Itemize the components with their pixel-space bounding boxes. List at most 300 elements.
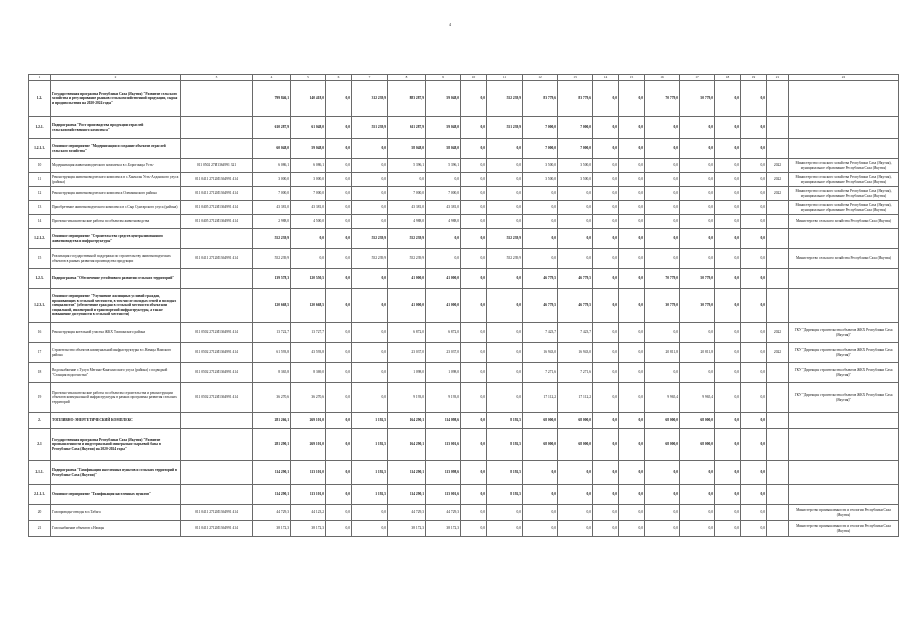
amount-cell: 552 239,9 — [253, 229, 291, 249]
amount-cell: 0,0 — [523, 187, 558, 201]
amount-cell: 68 000,0 — [558, 413, 593, 429]
amount-cell: 30 779,0 — [645, 289, 680, 323]
amount-cell: 68 000,0 — [523, 429, 558, 461]
amount-cell: 0,0 — [523, 215, 558, 229]
amount-cell: 3 000,0 — [291, 173, 326, 187]
row-name: Подпрограмма "Газификация населенных пунктов и сельских территорий в Республике Саха (Якутия)" — [51, 461, 181, 485]
amount-cell: 7 000,0 — [523, 117, 558, 139]
amount-cell: 0,0 — [487, 139, 523, 159]
budget-code — [181, 289, 253, 323]
column-number: 17 — [680, 75, 715, 81]
amount-cell: 114 290,1 — [388, 485, 426, 505]
budget-code: 011 0502 27И1364991 321 — [181, 159, 253, 173]
year-cell — [767, 229, 789, 249]
budget-code — [181, 229, 253, 249]
amount-cell: 0,0 — [619, 505, 645, 521]
amount-cell: 0,0 — [461, 505, 487, 521]
amount-cell: 7 423,7 — [523, 323, 558, 343]
amount-cell: 0,0 — [741, 461, 767, 485]
amount-cell: 0,0 — [741, 173, 767, 187]
row-number: 1.2.3. — [29, 269, 51, 289]
amount-cell: 0,0 — [619, 229, 645, 249]
amount-cell: 0,0 — [715, 249, 741, 269]
amount-cell: 552 239,9 — [388, 229, 426, 249]
amount-cell: 0,0 — [645, 485, 680, 505]
amount-cell: 269 101,0 — [291, 429, 326, 461]
table-row — [29, 505, 899, 521]
amount-cell: 0,0 — [461, 159, 487, 173]
amount-cell: 58 048,0 — [388, 139, 426, 159]
amount-cell: 0,0 — [593, 81, 619, 117]
amount-cell: 0,0 — [680, 139, 715, 159]
year-cell: 2022 — [767, 187, 789, 201]
amount-cell: 4 500,0 — [291, 215, 326, 229]
amount-cell: 0,0 — [523, 521, 558, 537]
amount-cell: 0,0 — [291, 249, 326, 269]
responsible-cell — [789, 461, 899, 485]
amount-cell: 0,0 — [461, 429, 487, 461]
amount-cell: 43 381,0 — [388, 201, 426, 215]
budget-table — [28, 74, 899, 537]
row-number: 20 — [29, 505, 51, 521]
row-name: Государственная программа Республики Саха (Якутия) "Развитие сельского хозяйства и регулирование рынков сельскохозяйственной продукции, сырья и продовольствия на 2020-2024 годы" — [51, 81, 181, 117]
amount-cell: 0,0 — [715, 461, 741, 485]
amount-cell: 0,0 — [326, 249, 352, 269]
amount-cell: 0,0 — [680, 505, 715, 521]
amount-cell: 41 000,0 — [388, 269, 426, 289]
amount-cell: 3 000,0 — [253, 173, 291, 187]
table-row — [29, 117, 899, 139]
table-row — [29, 173, 899, 187]
amount-cell: 0,0 — [619, 269, 645, 289]
column-number: 14 — [593, 75, 619, 81]
amount-cell: 0,0 — [619, 485, 645, 505]
amount-cell: 4 988,0 — [426, 215, 461, 229]
amount-cell: 0,0 — [645, 461, 680, 485]
column-number: 15 — [619, 75, 645, 81]
amount-cell: 0,0 — [619, 159, 645, 173]
amount-cell: 0,0 — [645, 159, 680, 173]
amount-cell: 7 271,6 — [523, 363, 558, 383]
budget-code: 011 0502 2712И1364991 414 — [181, 363, 253, 383]
responsible-cell — [789, 117, 899, 139]
amount-cell: 552 239,9 — [253, 249, 291, 269]
amount-cell: 0,0 — [593, 269, 619, 289]
amount-cell: 0,0 — [326, 117, 352, 139]
budget-code — [181, 269, 253, 289]
amount-cell: 46 779,5 — [558, 269, 593, 289]
row-number: 2.1.1. — [29, 461, 51, 485]
amount-cell: 0,0 — [619, 521, 645, 537]
amount-cell: 0,0 — [523, 201, 558, 215]
budget-code — [181, 461, 253, 485]
amount-cell: 0,0 — [326, 289, 352, 323]
amount-cell: 0,0 — [352, 383, 388, 413]
amount-cell: 38 172,3 — [253, 521, 291, 537]
amount-cell: 0,0 — [741, 505, 767, 521]
column-number: 21 — [767, 75, 789, 81]
amount-cell: 0,0 — [487, 159, 523, 173]
row-name: Государственная программа Республики Саха (Якутия) "Развитие промышленности и индустриальной минерально-сырьевой базы в Республике Саха (Якутия) на 2020-2024 годы" — [51, 429, 181, 461]
row-number: 21 — [29, 521, 51, 537]
column-number: 22 — [789, 75, 899, 81]
amount-cell: 0,0 — [426, 229, 461, 249]
amount-cell: 0,0 — [487, 343, 523, 363]
amount-cell: 3 500,0 — [523, 159, 558, 173]
amount-cell: 0,0 — [619, 383, 645, 413]
amount-cell: 7 423,7 — [558, 323, 593, 343]
amount-cell: 0,0 — [461, 139, 487, 159]
row-name: Реконструкция животноводческого комплекса Олекминского района — [51, 187, 181, 201]
amount-cell: 0,0 — [487, 521, 523, 537]
table-row — [29, 521, 899, 537]
amount-cell: 0,0 — [461, 461, 487, 485]
amount-cell: 0,0 — [715, 229, 741, 249]
amount-cell: 164 290,1 — [388, 429, 426, 461]
amount-cell: 0,0 — [741, 429, 767, 461]
amount-cell: 17 112,2 — [523, 383, 558, 413]
amount-cell: 0,0 — [461, 363, 487, 383]
amount-cell: 0,0 — [523, 249, 558, 269]
amount-cell: 113 001,6 — [426, 485, 461, 505]
column-number: 18 — [715, 75, 741, 81]
amount-cell: 0,0 — [680, 323, 715, 343]
amount-cell: 0,0 — [715, 117, 741, 139]
amount-cell: 20 811,8 — [645, 343, 680, 363]
amount-cell: 8 192,5 — [487, 413, 523, 429]
amount-cell: 0,0 — [619, 187, 645, 201]
amount-cell: 20 811,8 — [680, 343, 715, 363]
amount-cell: 0,0 — [558, 249, 593, 269]
column-number: 6 — [326, 75, 352, 81]
amount-cell: 0,0 — [352, 201, 388, 215]
budget-code: 011 0411 2712И1364991 414 — [181, 173, 253, 187]
amount-cell: 0,0 — [680, 187, 715, 201]
amount-cell: 0,0 — [326, 201, 352, 215]
amount-cell: 0,0 — [558, 215, 593, 229]
amount-cell: 0,0 — [326, 521, 352, 537]
amount-cell: 0,0 — [326, 187, 352, 201]
amount-cell: 0,0 — [619, 81, 645, 117]
row-name: Реконструкция котельной участка ЖКХ Томпонского района — [51, 323, 181, 343]
row-number: 17 — [29, 343, 51, 363]
amount-cell: 0,0 — [326, 505, 352, 521]
amount-cell: 7 000,0 — [558, 117, 593, 139]
amount-cell: 799 846,1 — [253, 81, 291, 117]
amount-cell: 0,0 — [352, 173, 388, 187]
amount-cell: 0,0 — [461, 521, 487, 537]
amount-cell: 0,0 — [645, 229, 680, 249]
amount-cell: 113 101,0 — [291, 485, 326, 505]
row-name: Приобретение животноводческого комплекса в с.Сыр Сунтарского улуса (района) — [51, 201, 181, 215]
row-name: Модернизация животноводческого комплекса в с.Борогонцы Усть- — [51, 159, 181, 173]
amount-cell: 0,0 — [645, 249, 680, 269]
table-row — [29, 363, 899, 383]
amount-cell: 0,0 — [461, 201, 487, 215]
row-name: Газопроводы-отводы в п.Табага — [51, 505, 181, 521]
table-row — [29, 289, 899, 323]
amount-cell: 139 578,3 — [253, 269, 291, 289]
amount-cell: 38 172,3 — [426, 521, 461, 537]
amount-cell: 50 779,0 — [680, 269, 715, 289]
amount-cell: 0,0 — [593, 383, 619, 413]
amount-cell: 0,0 — [741, 383, 767, 413]
amount-cell: 70 779,0 — [645, 81, 680, 117]
amount-cell: 281 290,1 — [253, 429, 291, 461]
amount-cell: 0,0 — [715, 521, 741, 537]
amount-cell: 16 943,0 — [558, 343, 593, 363]
amount-cell: 0,0 — [558, 521, 593, 537]
budget-code: 011 0411 2712И1364991 414 — [181, 249, 253, 269]
row-name: Подпрограмма "Рост производства продукции отраслей сельскохозяйственного комплекса" — [51, 117, 181, 139]
amount-cell: 0,0 — [741, 229, 767, 249]
amount-cell: 68 000,0 — [645, 429, 680, 461]
amount-cell: 0,0 — [645, 139, 680, 159]
budget-code — [181, 117, 253, 139]
amount-cell: 0,0 — [619, 249, 645, 269]
amount-cell: 0,0 — [352, 269, 388, 289]
table-row — [29, 269, 899, 289]
amount-cell: 0,0 — [326, 413, 352, 429]
amount-cell: 0,0 — [619, 363, 645, 383]
amount-cell: 0,0 — [593, 289, 619, 323]
amount-cell: 43 593,8 — [291, 343, 326, 363]
amount-cell: 7 000,0 — [253, 187, 291, 201]
amount-cell: 9 965,4 — [680, 383, 715, 413]
amount-cell: 0,0 — [388, 173, 426, 187]
year-cell — [767, 81, 789, 117]
page-number: 4 — [449, 22, 451, 27]
year-cell — [767, 461, 789, 485]
amount-cell: 0,0 — [352, 363, 388, 383]
amount-cell: 552 239,9 — [487, 249, 523, 269]
amount-cell: 0,0 — [715, 187, 741, 201]
amount-cell: 551 239,9 — [487, 117, 523, 139]
responsible-cell: ГКУ "Дирекция строительства объектов ЖКХ Республики Саха (Якутия)" — [789, 383, 899, 413]
amount-cell: 0,0 — [461, 289, 487, 323]
budget-code — [181, 485, 253, 505]
row-number: 15 — [29, 249, 51, 269]
amount-cell: 8 192,5 — [487, 485, 523, 505]
amount-cell: 0,0 — [426, 173, 461, 187]
row-number: 2. — [29, 413, 51, 429]
amount-cell: 6 872,0 — [426, 323, 461, 343]
amount-cell: 0,0 — [558, 229, 593, 249]
amount-cell: 0,0 — [461, 215, 487, 229]
amount-cell: 44 729,3 — [253, 505, 291, 521]
amount-cell: 7 271,6 — [558, 363, 593, 383]
amount-cell: 0,0 — [645, 117, 680, 139]
column-number: 7 — [352, 75, 388, 81]
amount-cell: 0,0 — [593, 117, 619, 139]
amount-cell: 0,0 — [487, 173, 523, 187]
amount-cell: 0,0 — [523, 461, 558, 485]
responsible-cell — [789, 81, 899, 117]
table-row — [29, 485, 899, 505]
budget-code: 011 0411 2712И1364991 414 — [181, 521, 253, 537]
amount-cell: 0,0 — [487, 323, 523, 343]
amount-cell: 0,0 — [680, 485, 715, 505]
amount-cell: 60 048,0 — [253, 139, 291, 159]
responsible-cell — [789, 229, 899, 249]
amount-cell: 7 000,0 — [291, 187, 326, 201]
amount-cell: 68 000,0 — [645, 413, 680, 429]
responsible-cell: Министерство сельского хозяйства Республики Саха (Якутия) — [789, 215, 899, 229]
amount-cell: 7 000,0 — [558, 139, 593, 159]
amount-cell: 0,0 — [619, 139, 645, 159]
table-row — [29, 323, 899, 343]
amount-cell: 0,0 — [326, 363, 352, 383]
amount-cell: 0,0 — [619, 429, 645, 461]
column-number: 2 — [51, 75, 181, 81]
table-row — [29, 343, 899, 363]
amount-cell: 0,0 — [352, 521, 388, 537]
amount-cell: 0,0 — [715, 81, 741, 117]
amount-cell: 0,0 — [326, 383, 352, 413]
amount-cell: 0,0 — [741, 187, 767, 201]
row-name: Реализация государственной поддержки по строительству животноводческих объектов в рамках развития производства продукции — [51, 249, 181, 269]
row-number: 16 — [29, 323, 51, 343]
amount-cell: 44 123,2 — [291, 505, 326, 521]
amount-cell: 61 048,0 — [291, 117, 326, 139]
amount-cell: 0,0 — [558, 187, 593, 201]
amount-cell: 0,0 — [593, 159, 619, 173]
amount-cell: 16 943,0 — [523, 343, 558, 363]
year-cell — [767, 485, 789, 505]
amount-cell: 0,0 — [680, 117, 715, 139]
budget-code — [181, 429, 253, 461]
column-number: 3 — [181, 75, 253, 81]
column-number: 13 — [558, 75, 593, 81]
year-cell — [767, 269, 789, 289]
amount-cell: 551 239,9 — [352, 117, 388, 139]
budget-code — [181, 413, 253, 429]
amount-cell: 0,0 — [593, 363, 619, 383]
amount-cell: 0,0 — [487, 505, 523, 521]
row-number: 10 — [29, 159, 51, 173]
amount-cell: 0,0 — [326, 323, 352, 343]
year-cell — [767, 215, 789, 229]
row-number: 13 — [29, 201, 51, 215]
table-row — [29, 413, 899, 429]
amount-cell: 0,0 — [680, 461, 715, 485]
amount-cell: 0,0 — [487, 289, 523, 323]
amount-cell: 0,0 — [326, 485, 352, 505]
responsible-cell: Министерство сельского хозяйства Республики Саха (Якутия), муниципальное образование Республики Саха (Якутия) — [789, 187, 899, 201]
amount-cell: 0,0 — [523, 485, 558, 505]
row-name: Строительство объектов коммунальной инфраструктуры в с.Намцы Намского района — [51, 343, 181, 363]
row-number: 2.1 — [29, 429, 51, 461]
responsible-cell — [789, 429, 899, 461]
amount-cell: 1 098,0 — [388, 363, 426, 383]
amount-cell: 0,0 — [680, 215, 715, 229]
year-cell — [767, 521, 789, 537]
table-row — [29, 139, 899, 159]
amount-cell: 30 779,0 — [680, 289, 715, 323]
responsible-cell — [789, 413, 899, 429]
amount-cell: 8 365,8 — [253, 363, 291, 383]
amount-cell: 68 000,0 — [680, 413, 715, 429]
amount-cell: 41 000,0 — [388, 289, 426, 323]
amount-cell: 0,0 — [715, 201, 741, 215]
row-number: 1.2.1.1. — [29, 139, 51, 159]
amount-cell: 0,0 — [593, 505, 619, 521]
amount-cell: 0,0 — [523, 229, 558, 249]
amount-cell: 3 500,0 — [523, 173, 558, 187]
amount-cell: 0,0 — [619, 173, 645, 187]
amount-cell: 0,0 — [326, 461, 352, 485]
amount-cell: 0,0 — [461, 343, 487, 363]
amount-cell: 38 172,3 — [388, 521, 426, 537]
amount-cell: 114 290,1 — [388, 461, 426, 485]
amount-cell: 9 193,0 — [426, 383, 461, 413]
amount-cell: 0,0 — [741, 201, 767, 215]
amount-cell: 0,0 — [326, 215, 352, 229]
amount-cell: 83 779,6 — [523, 81, 558, 117]
amount-cell: 0,0 — [593, 187, 619, 201]
amount-cell: 0,0 — [352, 215, 388, 229]
year-cell: 2022 — [767, 323, 789, 343]
amount-cell: 8 192,5 — [487, 461, 523, 485]
amount-cell: 1 192,5 — [352, 429, 388, 461]
amount-cell: 0,0 — [487, 201, 523, 215]
table-row — [29, 383, 899, 413]
amount-cell: 44 729,3 — [388, 505, 426, 521]
column-number: 12 — [523, 75, 558, 81]
column-number: 19 — [741, 75, 767, 81]
amount-cell: 13 722,7 — [253, 323, 291, 343]
amount-cell: 0,0 — [326, 159, 352, 173]
amount-cell: 0,0 — [326, 343, 352, 363]
amount-cell: 68 000,0 — [680, 429, 715, 461]
amount-cell: 0,0 — [487, 269, 523, 289]
amount-cell: 46 779,5 — [523, 269, 558, 289]
amount-cell: 0,0 — [715, 413, 741, 429]
amount-cell: 23 037,0 — [426, 343, 461, 363]
row-name: Подпрограмма "Обеспечение устойчивого развития сельских территорий" — [51, 269, 181, 289]
amount-cell: 13 727,7 — [291, 323, 326, 343]
amount-cell: 0,0 — [715, 505, 741, 521]
amount-cell: 0,0 — [593, 429, 619, 461]
amount-cell: 41 000,0 — [426, 269, 461, 289]
budget-code: 011 0411 2712И1364991 414 — [181, 505, 253, 521]
amount-cell: 1 192,5 — [352, 461, 388, 485]
year-cell — [767, 429, 789, 461]
amount-cell: 120 550,5 — [291, 269, 326, 289]
amount-cell: 61 593,8 — [253, 343, 291, 363]
amount-cell: 0,0 — [741, 363, 767, 383]
amount-cell: 59 048,0 — [426, 81, 461, 117]
amount-cell: 0,0 — [326, 139, 352, 159]
amount-cell: 9 193,0 — [388, 383, 426, 413]
amount-cell: 0,0 — [741, 249, 767, 269]
year-cell — [767, 413, 789, 429]
amount-cell: 610 287,9 — [253, 117, 291, 139]
column-number: 8 — [388, 75, 426, 81]
amount-cell: 0,0 — [352, 343, 388, 363]
amount-cell: 0,0 — [461, 249, 487, 269]
amount-cell: 0,0 — [715, 383, 741, 413]
amount-cell: 0,0 — [619, 201, 645, 215]
amount-cell: 0,0 — [461, 413, 487, 429]
budget-code — [181, 139, 253, 159]
column-number: 11 — [487, 75, 523, 81]
amount-cell: 0,0 — [352, 187, 388, 201]
row-number: 2.1.1.1. — [29, 485, 51, 505]
amount-cell: 0,0 — [461, 81, 487, 117]
amount-cell: 41 000,0 — [426, 289, 461, 323]
amount-cell: 0,0 — [619, 343, 645, 363]
